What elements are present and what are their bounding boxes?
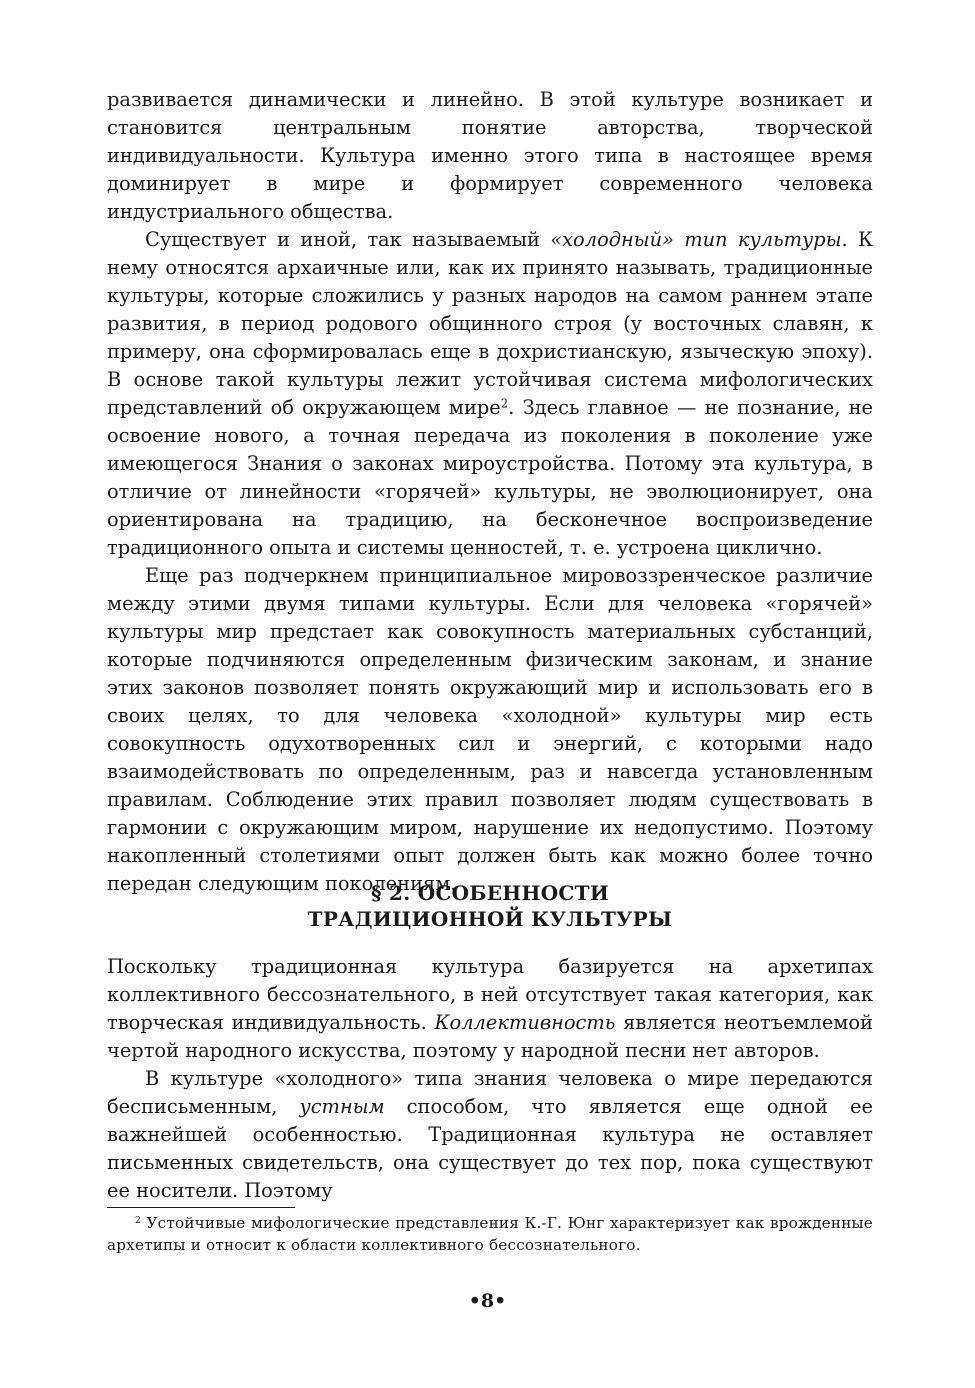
p5-text-b: способом, что является еще одной ее важнейшей особенностью. Традиционная культура не оставляет письменных свидетельств, она существует до тех пор, пока существуют ее носители. Поэтому [107,1095,873,1202]
footnote-divider [107,1207,295,1208]
section-heading-line-2: ТРАДИЦИОННОЙ КУЛЬТУРЫ [307,907,673,931]
paragraph-3: Еще раз подчеркнем принципиальное мировоззренческое различие между этими двумя типами культуры. Если для человека «горячей» культуры мир предстает как совокупность материальных субстанций, которые подчиняются определенным физическим законам, и знание этих законов позволяет понять окружающий мир и использовать его в своих целях, то для человека «холодной» культуры мир есть совокупность одухотворенных сил и энергий, с которыми надо взаимодействовать по определенным, раз и навсегда установленным правилам. Соблюдение этих правил позволяет людям существовать в гармонии с окружающим миром, нарушение их недопустимо. Поэтому накопленный столетиями опыт должен быть как можно более точно передан следующим поколениям. [107,564,873,895]
footnote-paragraph [107,1212,873,1256]
page-number: •8• [468,1290,507,1312]
paragraph-2 [107,226,873,562]
footnote-mark: 2 [135,1215,141,1226]
p5-text-a: В культуре «холодного» типа знания человека о мире передаются бесписьменным, [107,1067,873,1118]
footnote-text: Устойчивые мифологические представления К.-Г. Юнг характеризует как врожденные архетипы и относит к области коллективного бессознательного. [107,1214,873,1254]
p2-text-b: . К нему относятся архаичные или, как их принято называть, традиционные культуры, которые сложились у разных народов на самом раннем этапе развития, в период родового общинного строя (у восточных славян, к примеру, она сформировалась еще в дохристианскую, языческую эпоху). В основе такой культуры лежит устойчивая система мифологических представлений об окружающем мире [107,228,873,419]
paragraph-4 [107,953,873,1065]
p5-italic-term: устным [299,1095,385,1118]
p2-text-a: Существует и иной, так называемый [145,228,551,251]
body-text-lower [107,953,873,1205]
p4-italic-term: Коллективность [434,1011,616,1034]
footnote-reference: 2 [500,396,509,411]
paragraph-1: развивается динамически и линейно. В этой культуре возникает и становится центральным понятие авторства, творческой индивидуальности. Культура именно этого типа в настоящее время доминирует в мире и формирует современного человека индустриального общества. [107,88,873,223]
section-heading-line-1: § 2. ОСОБЕННОСТИ [370,881,610,905]
section-heading [107,880,873,932]
p2-italic-term: «холодный» тип культуры [550,228,842,251]
p4-text-b: является неотъемлемой чертой народного искусства, поэтому у народной песни нет авторов. [107,1011,873,1062]
p4-text-a: Поскольку традиционная культура базируется на архетипах коллективного бессознательного, в ней отсутствует такая категория, как творческая индивидуальность. [107,955,873,1034]
footnote [107,1212,873,1256]
body-text-upper [107,86,873,898]
paragraph-5 [107,1065,873,1205]
p2-text-c: . Здесь главное — не познание, не освоение нового, а точная передача из поколения в поколение уже имеющегося Знания о законах мироустройства. Потому эта культура, в отличие от линейности «горячей» культуры, не эволюционирует, она ориентирована на традицию, на бесконечное воспроизведение традиционного опыта и системы ценностей, т. е. устроена циклично. [107,396,873,559]
